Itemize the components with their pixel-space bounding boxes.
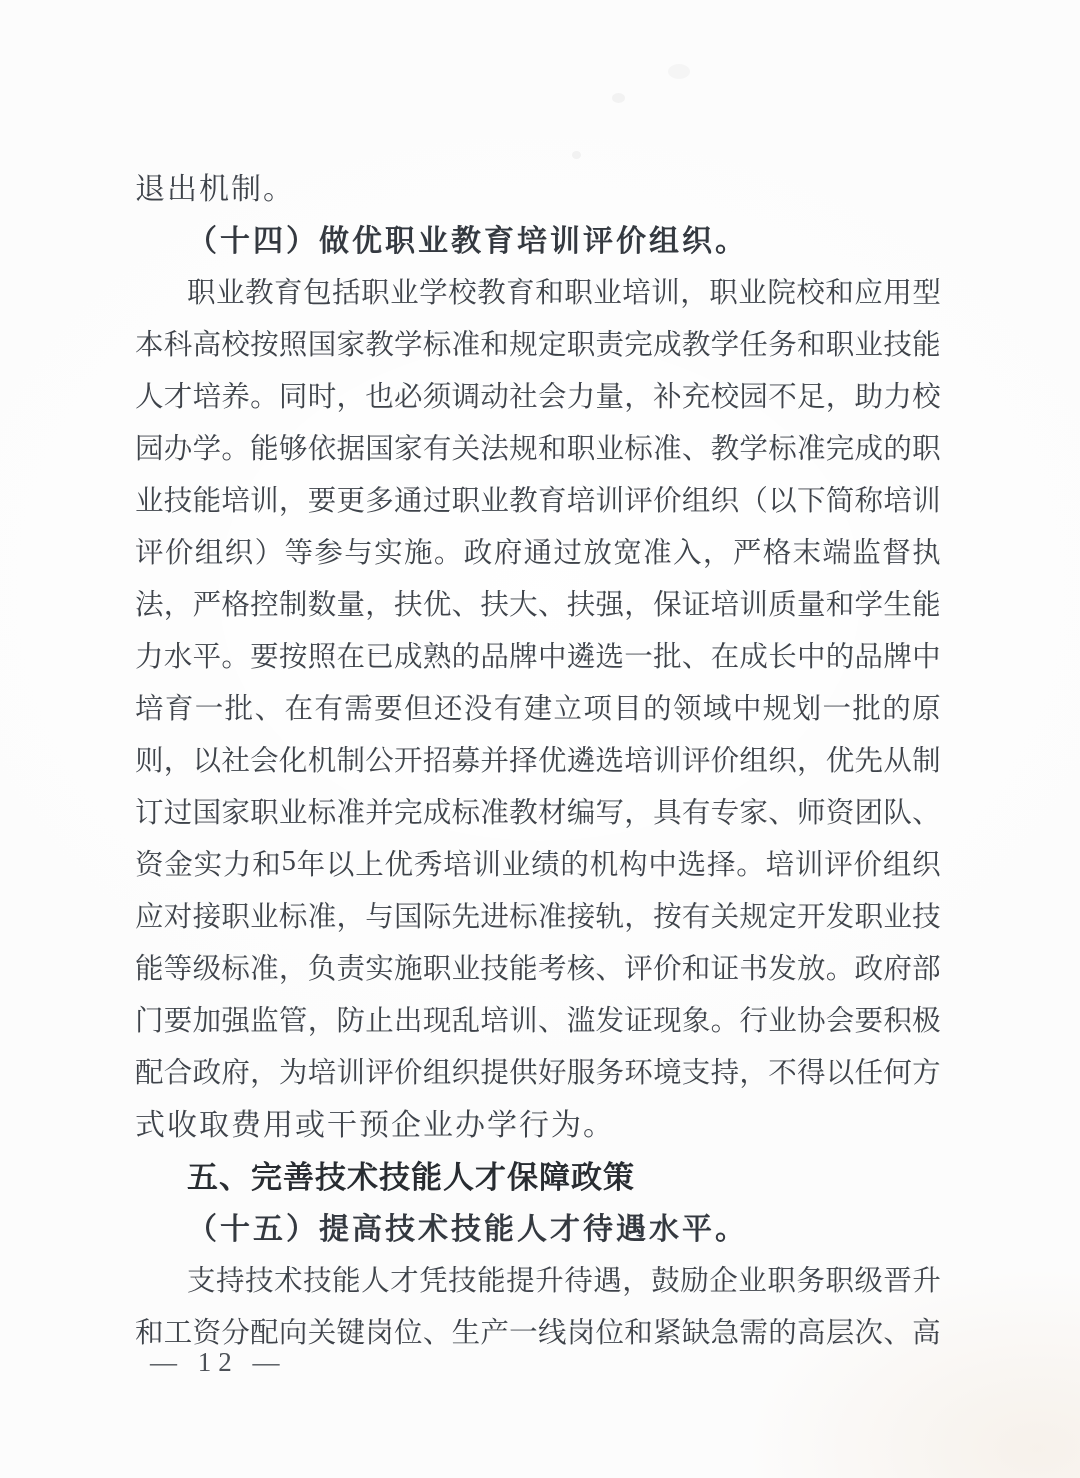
text-line: 能 等 级 标 准 ， 负 责 实 施 职 业 技 能 考 核 、 评 价 和 证 书 发 放 。 政 府 部 bbox=[135, 953, 941, 985]
document-body bbox=[135, 160, 941, 1356]
text-line: 配 合 政 府 ， 为 培 训 评 价 组 织 提 供 好 服 务 环 境 支 持 ， 不 得 以 任 何 方 bbox=[135, 1057, 941, 1089]
text-line: 和 工 资 分 配 向 关 键 岗 位 、 生 产 一 线 岗 位 和 紧 缺 急 需 的 高 层 次 、 高 bbox=[135, 1317, 941, 1349]
text-line: 培 育 一 批 、 在 有 需 要 但 还 没 有 建 立 项 目 的 领 域 中 规 划 一 批 的 原 bbox=[135, 693, 941, 725]
text-line: 业 技 能 培 训 ， 要 更 多 通 过 职 业 教 育 培 训 评 价 组 织 （ 以 下 简 称 培 训 bbox=[135, 485, 941, 517]
text-line: 式收取费用或干预企业办学行为。 bbox=[135, 1109, 615, 1142]
text-line: 人 才 培 养 。 同 时 ， 也 必 须 调 动 社 会 力 量 ， 补 充 校 园 不 足 ， 助 力 校 bbox=[135, 381, 941, 413]
scan-smudge bbox=[668, 64, 690, 79]
text-line: 应 对 接 职 业 标 准 ， 与 国 际 先 进 标 准 接 轨 ， 按 有 关 规 定 开 发 职 业 技 bbox=[135, 901, 941, 933]
text-line: 订 过 国 家 职 业 标 准 并 完 成 标 准 教 材 编 写 ， 具 有 专 家 、 师 资 团 队 、 bbox=[135, 797, 941, 829]
text-line: 力 水 平 。 要 按 照 在 已 成 熟 的 品 牌 中 遴 选 一 批 、 在 成 长 中 的 品 牌 中 bbox=[135, 641, 941, 673]
text-line: （十五）提高技术技能人才待遇水平。 bbox=[187, 1213, 748, 1246]
text-line: 园 办 学 。 能 够 依 据 国 家 有 关 法 规 和 职 业 标 准 、 教 学 标 准 完 成 的 职 bbox=[135, 433, 941, 465]
text-line: 资 金 实 力 和 5 年 以 上 优 秀 培 训 业 绩 的 机 构 中 选 择 。 培 训 评 价 组 织 bbox=[135, 846, 941, 881]
text-line: 评 价 组 织 ） 等 参 与 实 施 。 政 府 通 过 放 宽 准 入 ， 严 格 末 端 监 督 执 bbox=[135, 537, 941, 569]
text-line: 五、完善技术技能人才保障政策 bbox=[187, 1159, 635, 1195]
scan-smudge bbox=[612, 93, 625, 103]
text-line: 则 ， 以 社 会 化 机 制 公 开 招 募 并 择 优 遴 选 培 训 评 价 组 织 ， 优 先 从 制 bbox=[135, 745, 941, 777]
page-number: — 12 — bbox=[150, 1347, 287, 1377]
text-line: 法 ， 严 格 控 制 数 量 ， 扶 优 、 扶 大 、 扶 强 ， 保 证 培 训 质 量 和 学 生 能 bbox=[135, 589, 941, 621]
text-line: 职 业 教 育 包 括 职 业 学 校 教 育 和 职 业 培 训 ， 职 业 院 校 和 应 用 型 bbox=[187, 277, 941, 309]
text-line: 门 要 加 强 监 管 ， 防 止 出 现 乱 培 训 、 滥 发 证 现 象 。 行 业 协 会 要 积 极 bbox=[135, 1005, 941, 1037]
text-line: 退出机制。 bbox=[135, 173, 295, 206]
text-line: （十四）做优职业教育培训评价组织。 bbox=[187, 225, 748, 258]
text-line: 本 科 高 校 按 照 国 家 教 学 标 准 和 规 定 职 责 完 成 教 学 任 务 和 职 业 技 能 bbox=[135, 329, 941, 361]
scan-smudge bbox=[572, 151, 581, 159]
text-line: 支 持 技 术 技 能 人 才 凭 技 能 提 升 待 遇 ， 鼓 励 企 业 职 务 职 级 晋 升 bbox=[187, 1265, 941, 1297]
